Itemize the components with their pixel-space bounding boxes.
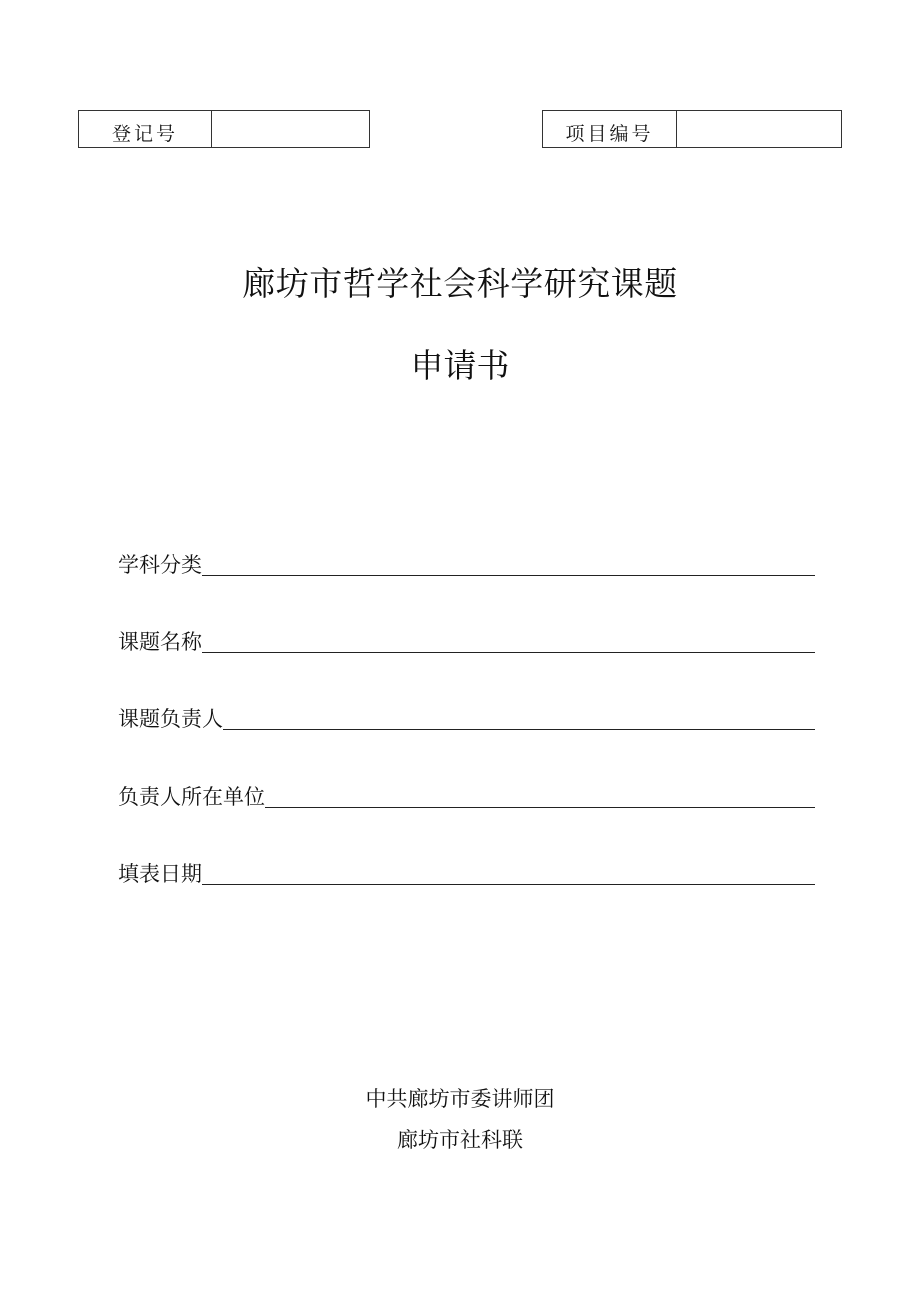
leader-unit-field[interactable] (265, 787, 815, 808)
project-number-box (542, 110, 842, 148)
issuing-organization-1: 中共廊坊市委讲师团 (365, 1087, 555, 1111)
issuing-organization-2: 廊坊市社科联 (397, 1128, 523, 1152)
registration-number-label: 登记号 (79, 111, 212, 147)
fill-date-field[interactable] (202, 864, 815, 885)
leader-unit-row (118, 785, 815, 809)
document-subtitle: 申请书 (410, 346, 510, 385)
subject-category-label: 学科分类 (118, 553, 202, 577)
document-title: 廊坊市哲学社会科学研究课题 (242, 264, 678, 303)
topic-leader-field[interactable] (223, 709, 815, 730)
project-number-field[interactable] (677, 111, 841, 147)
fill-date-label: 填表日期 (118, 862, 202, 886)
topic-name-label: 课题名称 (118, 630, 202, 654)
topic-name-field[interactable] (202, 632, 815, 653)
registration-number-field[interactable] (212, 111, 369, 147)
topic-leader-row (118, 707, 815, 731)
registration-number-box (78, 110, 370, 148)
subject-category-field[interactable] (202, 555, 815, 576)
topic-name-row (118, 630, 815, 654)
leader-unit-label: 负责人所在单位 (118, 785, 265, 809)
project-number-label: 项目编号 (543, 111, 677, 147)
subject-category-row (118, 553, 815, 577)
fill-date-row (118, 862, 815, 886)
topic-leader-label: 课题负责人 (118, 707, 223, 731)
